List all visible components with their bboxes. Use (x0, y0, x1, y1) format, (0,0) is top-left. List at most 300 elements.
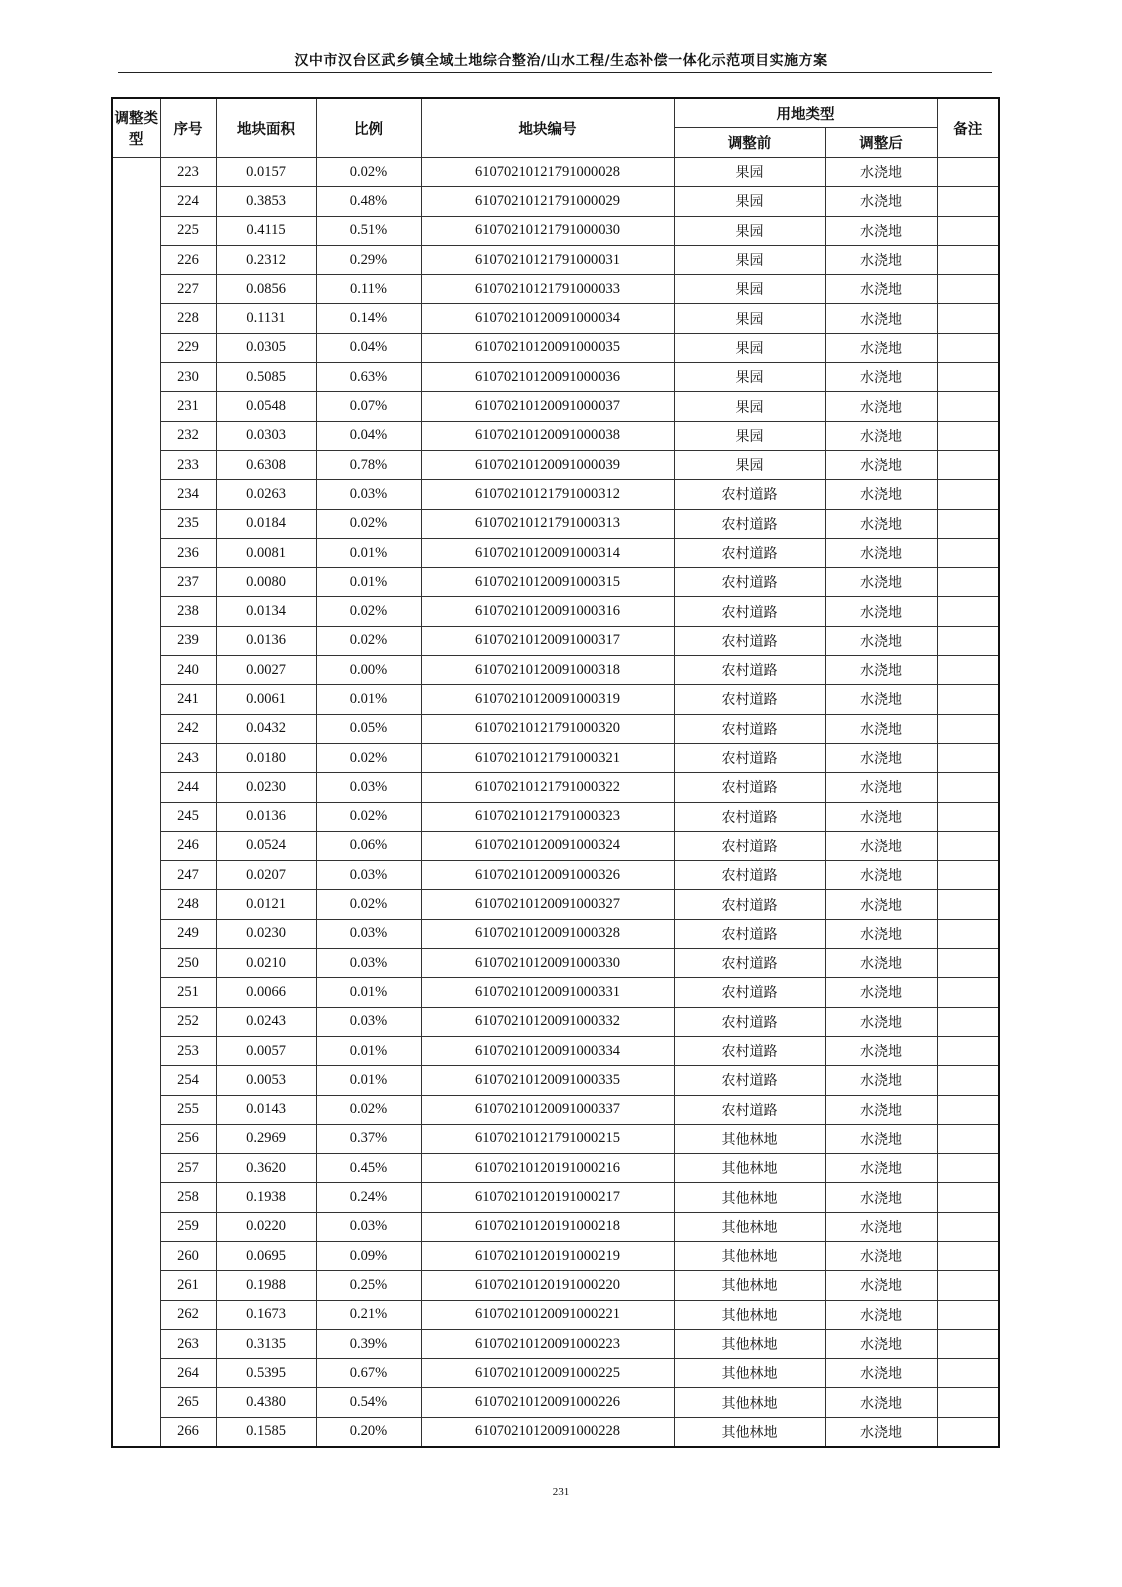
header-divider (118, 72, 992, 73)
parcel-code-cell: 61070210121791000320 (421, 714, 674, 743)
land-use-before-cell: 农村道路 (674, 1066, 825, 1095)
remark-cell (937, 1241, 999, 1270)
land-use-after-cell: 水浇地 (825, 1036, 937, 1065)
table-row (112, 919, 999, 948)
table-row (112, 861, 999, 890)
table-row (112, 538, 999, 567)
land-use-before-cell: 农村道路 (674, 568, 825, 597)
land-use-after-cell: 水浇地 (825, 480, 937, 509)
land-use-before-cell: 其他林地 (674, 1241, 825, 1270)
land-use-before-cell: 农村道路 (674, 861, 825, 890)
table-row (112, 831, 999, 860)
parcel-code-cell: 61070210120091000037 (421, 392, 674, 421)
seq-cell: 225 (160, 216, 216, 245)
land-use-before-cell: 农村道路 (674, 480, 825, 509)
ratio-cell: 0.01% (316, 538, 421, 567)
seq-cell: 231 (160, 392, 216, 421)
land-use-before-cell: 果园 (674, 392, 825, 421)
col-header-after: 调整后 (825, 128, 937, 158)
area-cell: 0.0066 (216, 978, 316, 1007)
seq-cell: 224 (160, 187, 216, 216)
land-use-before-cell: 农村道路 (674, 1036, 825, 1065)
area-cell: 0.0263 (216, 480, 316, 509)
area-cell: 0.0081 (216, 538, 316, 567)
parcel-code-cell: 61070210120191000219 (421, 1241, 674, 1270)
land-use-before-cell: 果园 (674, 333, 825, 362)
ratio-cell: 0.03% (316, 1212, 421, 1241)
table-row (112, 1154, 999, 1183)
area-cell: 0.0230 (216, 919, 316, 948)
table-row (112, 1212, 999, 1241)
ratio-cell: 0.02% (316, 802, 421, 831)
remark-cell (937, 1271, 999, 1300)
land-use-after-cell: 水浇地 (825, 1388, 937, 1417)
ratio-cell: 0.14% (316, 304, 421, 333)
land-use-before-cell: 农村道路 (674, 802, 825, 831)
area-cell: 0.0207 (216, 861, 316, 890)
parcel-code-cell: 61070210120091000035 (421, 333, 674, 362)
area-cell: 0.0220 (216, 1212, 316, 1241)
parcel-code-cell: 61070210120091000319 (421, 685, 674, 714)
area-cell: 0.4380 (216, 1388, 316, 1417)
area-cell: 0.6308 (216, 450, 316, 479)
remark-cell (937, 831, 999, 860)
parcel-code-cell: 61070210121791000321 (421, 743, 674, 772)
ratio-cell: 0.00% (316, 656, 421, 685)
table-row (112, 1183, 999, 1212)
area-cell: 0.1988 (216, 1271, 316, 1300)
parcel-code-cell: 61070210121791000031 (421, 245, 674, 274)
land-use-after-cell: 水浇地 (825, 773, 937, 802)
col-header-land-use: 用地类型 (674, 98, 937, 128)
land-use-after-cell: 水浇地 (825, 216, 937, 245)
area-cell: 0.2312 (216, 245, 316, 274)
area-cell: 0.0243 (216, 1007, 316, 1036)
land-use-before-cell: 果园 (674, 245, 825, 274)
remark-cell (937, 1359, 999, 1388)
remark-cell (937, 978, 999, 1007)
seq-cell: 248 (160, 890, 216, 919)
remark-cell (937, 890, 999, 919)
remark-cell (937, 304, 999, 333)
seq-cell: 261 (160, 1271, 216, 1300)
parcel-code-cell: 61070210120091000331 (421, 978, 674, 1007)
seq-cell: 242 (160, 714, 216, 743)
table-row (112, 626, 999, 655)
table-row (112, 1124, 999, 1153)
table-row (112, 363, 999, 392)
ratio-cell: 0.21% (316, 1300, 421, 1329)
document-header-title: 汉中市汉台区武乡镇全域土地综合整治/山水工程/生态补偿一体化示范项目实施方案 (294, 53, 828, 69)
ratio-cell: 0.67% (316, 1359, 421, 1388)
area-cell: 0.0305 (216, 333, 316, 362)
ratio-cell: 0.02% (316, 890, 421, 919)
table-row (112, 1359, 999, 1388)
land-use-after-cell: 水浇地 (825, 333, 937, 362)
remark-cell (937, 187, 999, 216)
ratio-cell: 0.03% (316, 480, 421, 509)
ratio-cell: 0.01% (316, 978, 421, 1007)
area-cell: 0.0053 (216, 1066, 316, 1095)
remark-cell (937, 538, 999, 567)
parcel-code-cell: 61070210120091000039 (421, 450, 674, 479)
land-parcel-table (111, 97, 1000, 1448)
col-header-seq: 序号 (160, 98, 216, 158)
remark-cell (937, 861, 999, 890)
area-cell: 0.4115 (216, 216, 316, 245)
table-row (112, 743, 999, 772)
land-use-after-cell: 水浇地 (825, 1271, 937, 1300)
land-use-before-cell: 农村道路 (674, 509, 825, 538)
seq-cell: 265 (160, 1388, 216, 1417)
parcel-code-cell: 61070210120091000034 (421, 304, 674, 333)
ratio-cell: 0.03% (316, 949, 421, 978)
land-use-after-cell: 水浇地 (825, 1359, 937, 1388)
ratio-cell: 0.24% (316, 1183, 421, 1212)
area-cell: 0.0157 (216, 158, 316, 187)
land-use-before-cell: 农村道路 (674, 538, 825, 567)
land-use-after-cell: 水浇地 (825, 1212, 937, 1241)
seq-cell: 232 (160, 421, 216, 450)
area-cell: 0.0136 (216, 626, 316, 655)
parcel-code-cell: 61070210121791000029 (421, 187, 674, 216)
parcel-code-cell: 61070210120191000220 (421, 1271, 674, 1300)
seq-cell: 230 (160, 363, 216, 392)
remark-cell (937, 216, 999, 245)
table-row (112, 1300, 999, 1329)
remark-cell (937, 1417, 999, 1447)
remark-cell (937, 1183, 999, 1212)
ratio-cell: 0.37% (316, 1124, 421, 1153)
table-row (112, 392, 999, 421)
land-use-after-cell: 水浇地 (825, 1241, 937, 1270)
remark-cell (937, 363, 999, 392)
land-use-before-cell: 其他林地 (674, 1359, 825, 1388)
land-use-before-cell: 农村道路 (674, 978, 825, 1007)
land-use-after-cell: 水浇地 (825, 187, 937, 216)
land-use-after-cell: 水浇地 (825, 919, 937, 948)
land-use-after-cell: 水浇地 (825, 656, 937, 685)
table-row (112, 1066, 999, 1095)
land-use-after-cell: 水浇地 (825, 890, 937, 919)
seq-cell: 251 (160, 978, 216, 1007)
seq-cell: 252 (160, 1007, 216, 1036)
area-cell: 0.0080 (216, 568, 316, 597)
parcel-code-cell: 61070210120091000335 (421, 1066, 674, 1095)
seq-cell: 262 (160, 1300, 216, 1329)
land-use-before-cell: 农村道路 (674, 714, 825, 743)
land-use-after-cell: 水浇地 (825, 597, 937, 626)
land-use-after-cell: 水浇地 (825, 978, 937, 1007)
ratio-cell: 0.20% (316, 1417, 421, 1447)
remark-cell (937, 1066, 999, 1095)
parcel-code-cell: 61070210120091000330 (421, 949, 674, 978)
parcel-code-cell: 61070210120191000217 (421, 1183, 674, 1212)
parcel-code-cell: 61070210120091000314 (421, 538, 674, 567)
table-row (112, 1095, 999, 1124)
seq-cell: 247 (160, 861, 216, 890)
parcel-code-cell: 61070210121791000312 (421, 480, 674, 509)
area-cell: 0.0134 (216, 597, 316, 626)
seq-cell: 226 (160, 245, 216, 274)
area-cell: 0.0057 (216, 1036, 316, 1065)
ratio-cell: 0.01% (316, 568, 421, 597)
ratio-cell: 0.02% (316, 626, 421, 655)
ratio-cell: 0.02% (316, 1095, 421, 1124)
remark-cell (937, 1212, 999, 1241)
land-use-after-cell: 水浇地 (825, 450, 937, 479)
land-use-after-cell: 水浇地 (825, 1095, 937, 1124)
parcel-code-cell: 61070210121791000028 (421, 158, 674, 187)
land-use-before-cell: 果园 (674, 158, 825, 187)
land-use-after-cell: 水浇地 (825, 509, 937, 538)
land-use-after-cell: 水浇地 (825, 245, 937, 274)
land-use-before-cell: 其他林地 (674, 1154, 825, 1183)
area-cell: 0.0210 (216, 949, 316, 978)
land-use-before-cell: 农村道路 (674, 890, 825, 919)
area-cell: 0.0524 (216, 831, 316, 860)
land-use-before-cell: 农村道路 (674, 656, 825, 685)
col-header-before: 调整前 (674, 128, 825, 158)
area-cell: 0.1585 (216, 1417, 316, 1447)
parcel-code-cell: 61070210120091000318 (421, 656, 674, 685)
remark-cell (937, 450, 999, 479)
ratio-cell: 0.03% (316, 919, 421, 948)
land-use-after-cell: 水浇地 (825, 743, 937, 772)
parcel-code-cell: 61070210121791000030 (421, 216, 674, 245)
table-row (112, 245, 999, 274)
land-use-before-cell: 其他林地 (674, 1329, 825, 1358)
table-row (112, 568, 999, 597)
table-row (112, 597, 999, 626)
col-header-remark: 备注 (937, 98, 999, 158)
parcel-code-cell: 61070210120091000337 (421, 1095, 674, 1124)
land-use-after-cell: 水浇地 (825, 1124, 937, 1153)
ratio-cell: 0.01% (316, 1036, 421, 1065)
area-cell: 0.1673 (216, 1300, 316, 1329)
land-use-after-cell: 水浇地 (825, 802, 937, 831)
table-row (112, 216, 999, 245)
ratio-cell: 0.04% (316, 333, 421, 362)
parcel-code-cell: 61070210120091000225 (421, 1359, 674, 1388)
remark-cell (937, 333, 999, 362)
page-number: 231 (552, 1486, 570, 1498)
seq-cell: 236 (160, 538, 216, 567)
area-cell: 0.1938 (216, 1183, 316, 1212)
table-row (112, 890, 999, 919)
seq-cell: 223 (160, 158, 216, 187)
land-use-after-cell: 水浇地 (825, 421, 937, 450)
ratio-cell: 0.25% (316, 1271, 421, 1300)
land-use-after-cell: 水浇地 (825, 1154, 937, 1183)
land-use-before-cell: 农村道路 (674, 743, 825, 772)
area-cell: 0.0061 (216, 685, 316, 714)
area-cell: 0.3620 (216, 1154, 316, 1183)
remark-cell (937, 597, 999, 626)
area-cell: 0.2969 (216, 1124, 316, 1153)
ratio-cell: 0.51% (316, 216, 421, 245)
table-row (112, 1417, 999, 1447)
land-use-after-cell: 水浇地 (825, 949, 937, 978)
land-use-before-cell: 农村道路 (674, 626, 825, 655)
land-use-after-cell: 水浇地 (825, 363, 937, 392)
land-use-before-cell: 其他林地 (674, 1417, 825, 1447)
ratio-cell: 0.03% (316, 1007, 421, 1036)
ratio-cell: 0.04% (316, 421, 421, 450)
table-row (112, 333, 999, 362)
area-cell: 0.3853 (216, 187, 316, 216)
remark-cell (937, 685, 999, 714)
parcel-code-cell: 61070210120091000317 (421, 626, 674, 655)
table-row (112, 685, 999, 714)
remark-cell (937, 773, 999, 802)
ratio-cell: 0.29% (316, 245, 421, 274)
remark-cell (937, 656, 999, 685)
ratio-cell: 0.05% (316, 714, 421, 743)
parcel-code-cell: 61070210121791000215 (421, 1124, 674, 1153)
table-row (112, 450, 999, 479)
land-use-before-cell: 其他林地 (674, 1212, 825, 1241)
table-row (112, 978, 999, 1007)
area-cell: 0.3135 (216, 1329, 316, 1358)
area-cell: 0.0184 (216, 509, 316, 538)
remark-cell (937, 714, 999, 743)
parcel-code-cell: 61070210121791000033 (421, 275, 674, 304)
parcel-code-cell: 61070210120091000316 (421, 597, 674, 626)
table-row (112, 773, 999, 802)
area-cell: 0.0027 (216, 656, 316, 685)
parcel-code-cell: 61070210120191000218 (421, 1212, 674, 1241)
remark-cell (937, 802, 999, 831)
land-use-after-cell: 水浇地 (825, 714, 937, 743)
land-use-before-cell: 农村道路 (674, 773, 825, 802)
land-use-after-cell: 水浇地 (825, 304, 937, 333)
area-cell: 0.0856 (216, 275, 316, 304)
ratio-cell: 0.78% (316, 450, 421, 479)
land-use-before-cell: 其他林地 (674, 1271, 825, 1300)
ratio-cell: 0.03% (316, 861, 421, 890)
table-row (112, 1388, 999, 1417)
area-cell: 0.1131 (216, 304, 316, 333)
col-header-ratio: 比例 (316, 98, 421, 158)
land-use-before-cell: 其他林地 (674, 1388, 825, 1417)
area-cell: 0.0180 (216, 743, 316, 772)
remark-cell (937, 421, 999, 450)
col-header-adjust-type: 调整类型 (112, 98, 160, 158)
remark-cell (937, 568, 999, 597)
ratio-cell: 0.01% (316, 685, 421, 714)
parcel-code-cell: 61070210120091000334 (421, 1036, 674, 1065)
ratio-cell: 0.06% (316, 831, 421, 860)
remark-cell (937, 1388, 999, 1417)
parcel-code-cell: 61070210120091000315 (421, 568, 674, 597)
land-use-before-cell: 果园 (674, 275, 825, 304)
seq-cell: 250 (160, 949, 216, 978)
ratio-cell: 0.09% (316, 1241, 421, 1270)
parcel-code-cell: 61070210120091000327 (421, 890, 674, 919)
seq-cell: 257 (160, 1154, 216, 1183)
parcel-code-cell: 61070210120091000223 (421, 1329, 674, 1358)
table-row (112, 1036, 999, 1065)
seq-cell: 229 (160, 333, 216, 362)
area-cell: 0.0432 (216, 714, 316, 743)
land-use-before-cell: 其他林地 (674, 1124, 825, 1153)
parcel-code-cell: 61070210120091000332 (421, 1007, 674, 1036)
ratio-cell: 0.02% (316, 597, 421, 626)
remark-cell (937, 158, 999, 187)
land-use-before-cell: 其他林地 (674, 1183, 825, 1212)
parcel-code-cell: 61070210121791000322 (421, 773, 674, 802)
seq-cell: 246 (160, 831, 216, 860)
parcel-code-cell: 61070210120091000036 (421, 363, 674, 392)
area-cell: 0.0303 (216, 421, 316, 450)
area-cell: 0.5395 (216, 1359, 316, 1388)
land-use-before-cell: 农村道路 (674, 597, 825, 626)
table-row (112, 421, 999, 450)
land-use-after-cell: 水浇地 (825, 275, 937, 304)
table-row (112, 656, 999, 685)
seq-cell: 245 (160, 802, 216, 831)
seq-cell: 258 (160, 1183, 216, 1212)
seq-cell: 241 (160, 685, 216, 714)
adjust-type-cell (112, 158, 160, 1448)
table-row (112, 275, 999, 304)
ratio-cell: 0.39% (316, 1329, 421, 1358)
table-row (112, 802, 999, 831)
remark-cell (937, 919, 999, 948)
area-cell: 0.0136 (216, 802, 316, 831)
land-use-after-cell: 水浇地 (825, 685, 937, 714)
area-cell: 0.0695 (216, 1241, 316, 1270)
remark-cell (937, 275, 999, 304)
seq-cell: 264 (160, 1359, 216, 1388)
land-use-before-cell: 果园 (674, 187, 825, 216)
remark-cell (937, 509, 999, 538)
seq-cell: 263 (160, 1329, 216, 1358)
col-header-parcel-code: 地块编号 (421, 98, 674, 158)
land-use-after-cell: 水浇地 (825, 568, 937, 597)
ratio-cell: 0.54% (316, 1388, 421, 1417)
land-use-after-cell: 水浇地 (825, 1007, 937, 1036)
remark-cell (937, 949, 999, 978)
ratio-cell: 0.11% (316, 275, 421, 304)
land-use-before-cell: 果园 (674, 304, 825, 333)
remark-cell (937, 1124, 999, 1153)
seq-cell: 256 (160, 1124, 216, 1153)
seq-cell: 243 (160, 743, 216, 772)
land-use-before-cell: 农村道路 (674, 949, 825, 978)
table-row (112, 1329, 999, 1358)
remark-cell (937, 245, 999, 274)
parcel-code-cell: 61070210120091000221 (421, 1300, 674, 1329)
seq-cell: 253 (160, 1036, 216, 1065)
ratio-cell: 0.02% (316, 509, 421, 538)
land-use-after-cell: 水浇地 (825, 626, 937, 655)
parcel-code-cell: 61070210120091000326 (421, 861, 674, 890)
table-row (112, 949, 999, 978)
parcel-code-cell: 61070210120191000216 (421, 1154, 674, 1183)
table-row (112, 158, 999, 187)
ratio-cell: 0.02% (316, 158, 421, 187)
remark-cell (937, 626, 999, 655)
table-row (112, 1271, 999, 1300)
remark-cell (937, 1154, 999, 1183)
parcel-code-cell: 61070210120091000228 (421, 1417, 674, 1447)
seq-cell: 234 (160, 480, 216, 509)
table-row (112, 304, 999, 333)
land-use-after-cell: 水浇地 (825, 831, 937, 860)
remark-cell (937, 392, 999, 421)
